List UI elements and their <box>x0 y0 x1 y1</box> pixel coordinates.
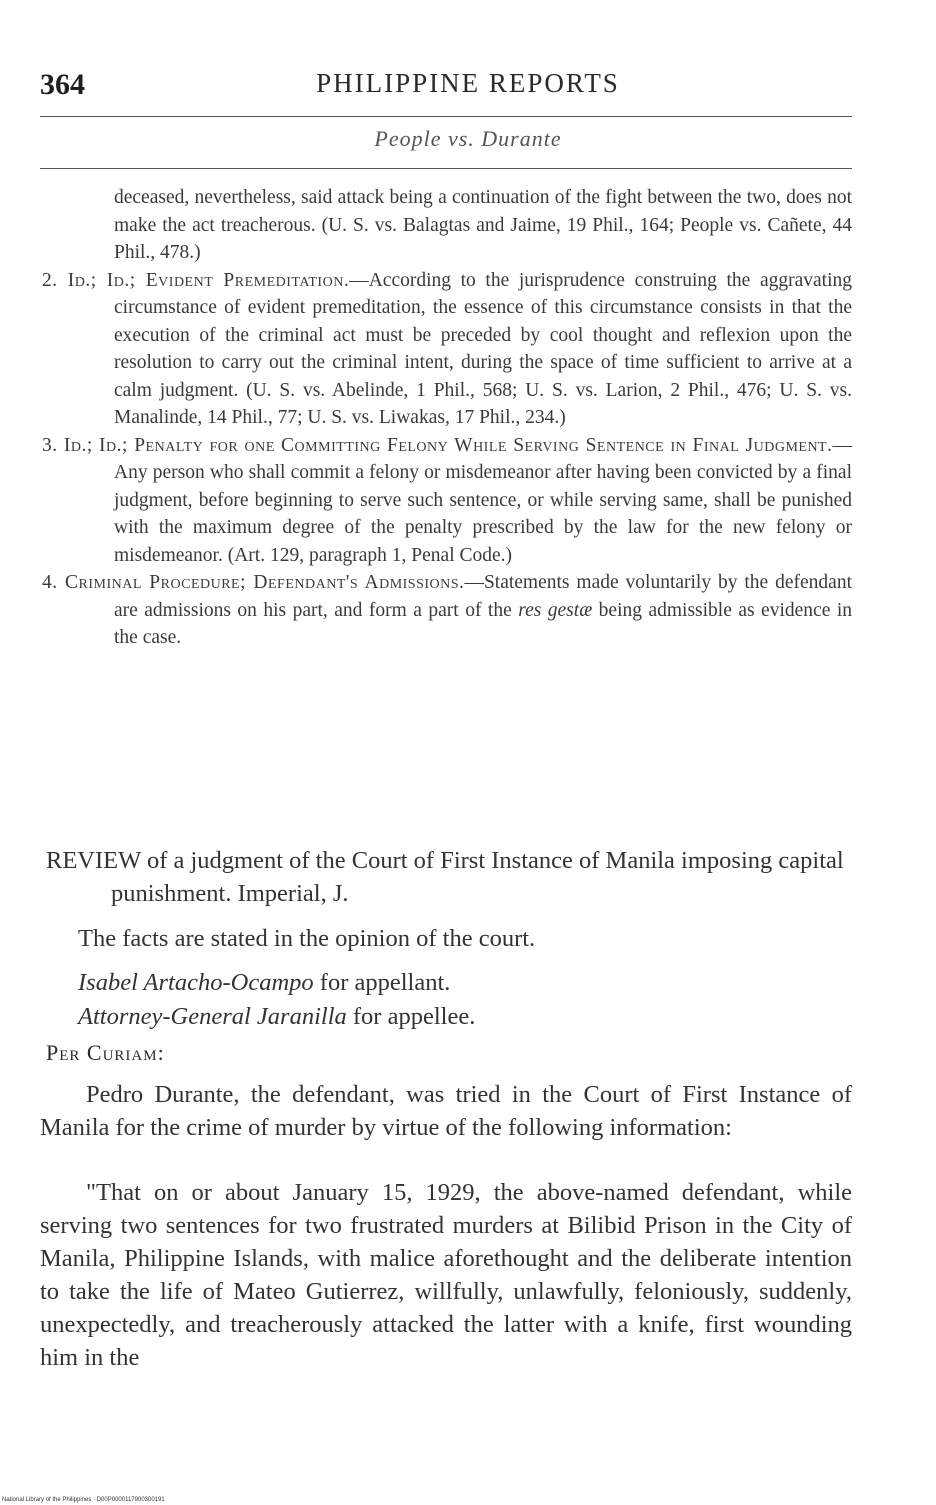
case-title: People vs. Durante <box>374 126 562 151</box>
appellee-role: for appellee. <box>346 1003 476 1030</box>
syllabus-item-3-lead: 3. Id.; Id.; Penalty for one Committing Felony While Serving Sentence in Final Judgment. <box>42 434 833 456</box>
syllabus-item-3 <box>42 432 852 570</box>
page-number: 364 <box>40 68 85 101</box>
header-rule <box>40 116 852 117</box>
syllabus <box>42 184 852 652</box>
library-footer: National Library of the Philippines · D00P0000117900300191 <box>2 1497 165 1503</box>
review-lead: REVIEW <box>46 847 141 874</box>
counsel-appellant <box>78 966 858 999</box>
review-text: of a judgment of the Court of First Instance of Manila imposing capital punishment. Imperial, J. <box>111 847 844 907</box>
syllabus-item-4-italic: res gestæ <box>518 599 593 621</box>
opinion-paragraph-1: Pedro Durante, the defendant, was tried in the Court of First Instance of Manila for the crime of murder by virtue of the following information: <box>40 1081 852 1141</box>
syllabus-item-2 <box>42 267 852 432</box>
counsel-appellee <box>78 1000 858 1033</box>
per-curiam-heading: Per Curiam: <box>46 1040 165 1065</box>
appellant-counsel-name: Isabel Artacho-Ocampo <box>78 969 314 996</box>
syllabus-item-4 <box>42 569 852 652</box>
syllabus-continuation: deceased, nevertheless, said attack being a continuation of the fight between the two, does not make the act treacherous. (U. S. vs. Balagtas and Jaime, 19 Phil., 164; People vs. Cañete, 44 Phil., 478.) <box>114 187 852 263</box>
syllabus-item-4-text-b: being admissible as evidence in the case. <box>114 599 852 648</box>
syllabus-item-4-text-a: —Statements made voluntarily by the defendant are admissions on his part, and form a part of the <box>114 572 852 621</box>
syllabus-item-2-lead: 2. Id.; Id.; Evident Premeditation. <box>42 269 350 291</box>
facts-note: The facts are stated in the opinion of the court. <box>78 925 536 952</box>
syllabus-item-4-lead: 4. Criminal Procedure; Defendant's Admissions. <box>42 572 465 593</box>
opinion-paragraph-2: "That on or about January 15, 1929, the above-named defendant, while serving two sentences for two frustrated murders at Bilibid Prison in the City of Manila, Philippine Islands, with malice aforethought and the deliberate intention to take the life of Mateo Gutierrez, willfully, unlawfully, feloniously, suddenly, unexpectedly, and treacherously attacked the latter with a knife, first wounding him in the <box>40 1179 852 1371</box>
syllabus-item-2-text: —According to the jurisprudence construing the aggravating circumstance of evident premeditation, the essence of this circumstance consists in that the execution of the criminal act must be preceded by cool thought and reflexion upon the resolution to carry out the criminal intent, during the space of time sufficient to arrive at a calm judgment. (U. S. vs. Abelinde, 1 Phil., 568; U. S. vs. Larion, 2 Phil., 476; U. S. vs. Manalinde, 14 Phil., 77; U. S. vs. Liwakas, 17 Phil., 234.) <box>114 269 852 428</box>
appellant-role: for appellant. <box>313 969 451 996</box>
syllabus-item-3-text: —Any person who shall commit a felony or misdemeanor after having been convicted by a final judgment, before beginning to serve such sentence, or while serving same, shall be punished with the maximum degree of the penalty prescribed by the law for the new felony or misdemeanor. (Art. 129, paragraph 1, Penal Code.) <box>114 434 852 566</box>
subheader-rule <box>40 168 852 169</box>
running-title: PHILIPPINE REPORTS <box>316 68 620 98</box>
appellee-counsel-name: Attorney-General Jaranilla <box>78 1003 347 1030</box>
review-line <box>46 844 917 910</box>
